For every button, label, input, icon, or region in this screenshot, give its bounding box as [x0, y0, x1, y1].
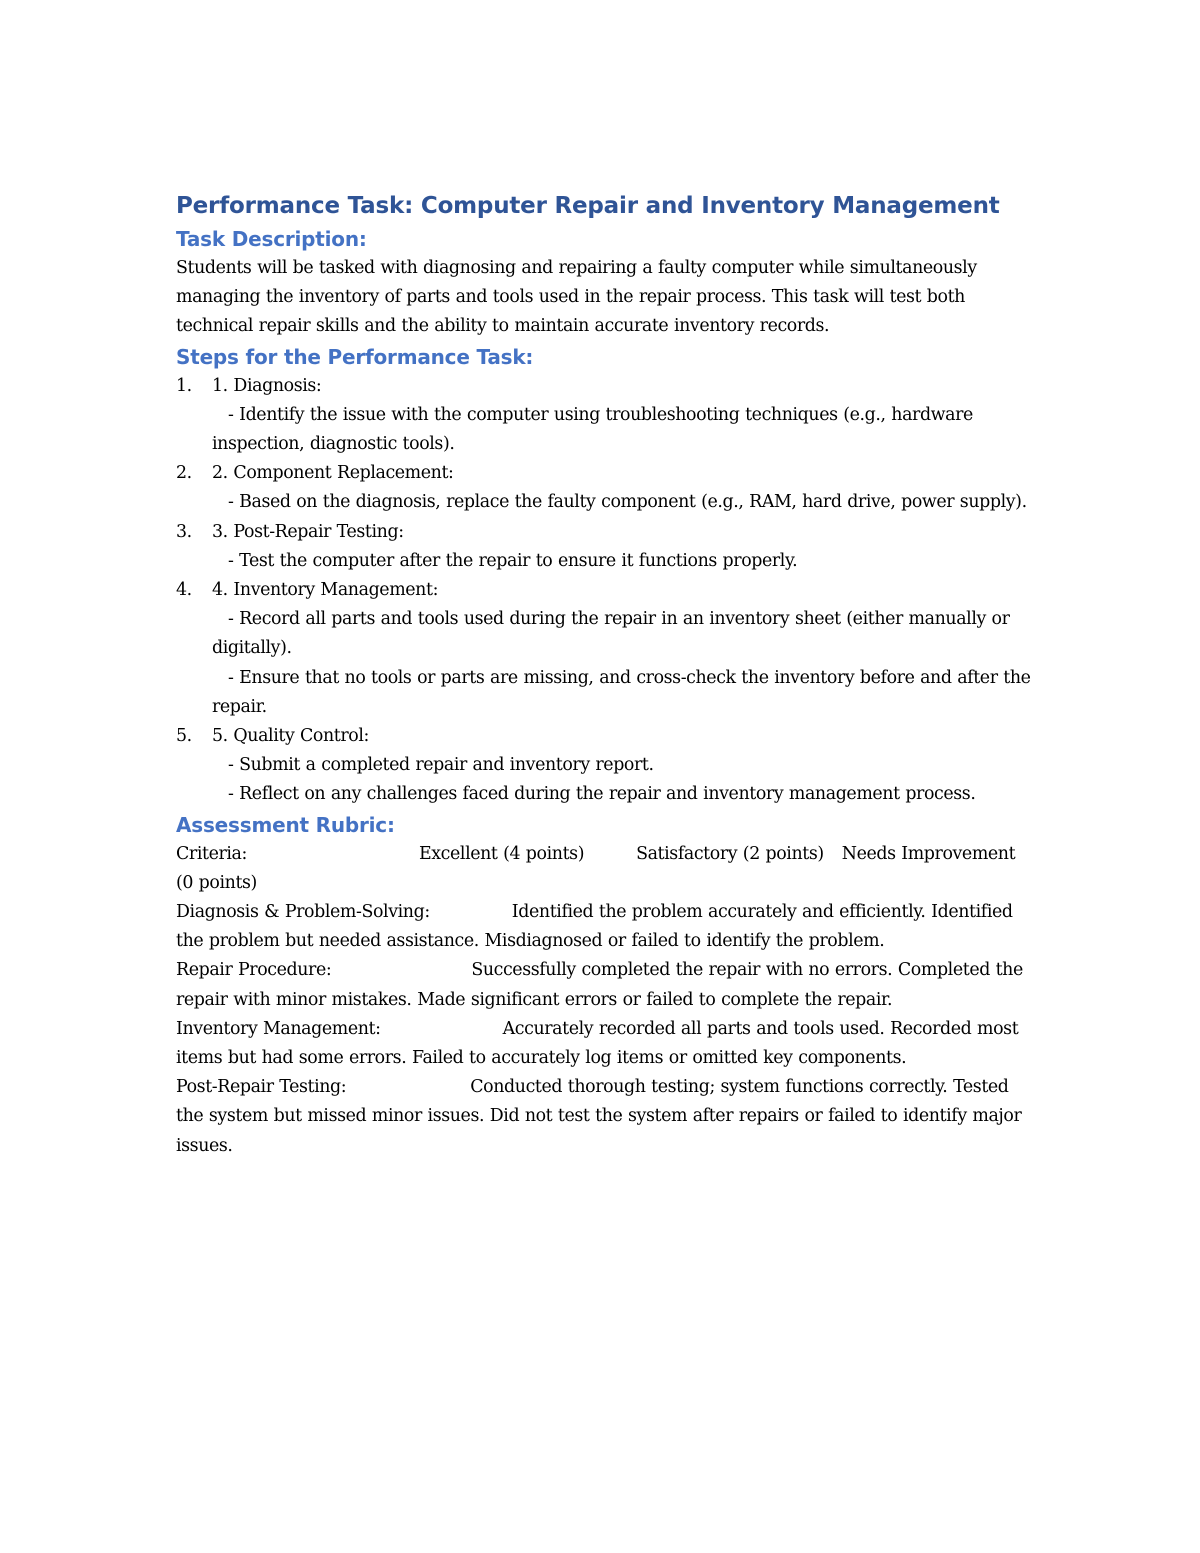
step-detail: - Submit a completed repair and inventory report.: [228, 755, 654, 776]
rubric-cell: Accurately recorded all parts and tools used.: [502, 1018, 885, 1039]
list-item: [176, 576, 1036, 722]
step-number: 5.: [176, 726, 192, 747]
rubric-header-cell: Needs Improvement (0 points): [176, 843, 1021, 893]
list-item: [176, 518, 1036, 576]
rubric-cell: Did not test the system after repairs or failed to identify major issues.: [176, 1106, 1028, 1156]
step-title: 4. Inventory Management:: [212, 580, 439, 601]
rubric-row: [176, 898, 1036, 956]
rubric-heading: Assessment Rubric:: [176, 812, 395, 837]
rubric-cell: Made significant errors or failed to complete the repair.: [417, 989, 893, 1010]
step-number: 1.: [176, 375, 192, 396]
step-title: 3. Post-Repair Testing:: [212, 521, 404, 542]
list-item: [176, 459, 1036, 517]
step-detail: - Ensure that no tools or parts are missing, and cross-check the inventory before and after the repair.: [212, 667, 1031, 717]
task-description-heading: Task Description:: [176, 227, 367, 251]
rubric-cell: Identified the problem but needed assistance.: [176, 902, 1019, 952]
step-number: 4.: [176, 580, 192, 601]
step-title: 2. Component Replacement:: [212, 463, 454, 484]
document-page: [176, 188, 1036, 1161]
list-item: [176, 722, 1036, 810]
rubric-cell: Recorded most items but had some errors.: [176, 1018, 1024, 1069]
steps-list: [176, 372, 1036, 810]
rubric-header-row: [176, 840, 1036, 898]
step-detail: - Reflect on any challenges faced during the repair and inventory management process.: [228, 784, 976, 805]
rubric-criteria-cell: Post-Repair Testing:: [176, 1077, 347, 1098]
rubric-cell: Conducted thorough testing; system functions correctly.: [470, 1077, 948, 1098]
rubric-header-cell: Excellent (4 points): [418, 843, 585, 864]
rubric-cell: Misdiagnosed or failed to identify the problem.: [484, 931, 885, 952]
rubric-header-cell: Satisfactory (2 points): [636, 843, 824, 864]
rubric-criteria-cell: Inventory Management:: [176, 1018, 381, 1039]
rubric-cell: Identified the problem accurately and efficiently.: [511, 902, 926, 923]
rubric-row: [176, 1015, 1036, 1073]
list-item: [176, 372, 1036, 460]
document-title: Performance Task: Computer Repair and Inventory Management: [176, 193, 1000, 219]
rubric-row: [176, 1073, 1036, 1161]
steps-heading: Steps for the Performance Task:: [176, 344, 534, 369]
step-number: 2.: [176, 463, 192, 484]
step-detail: - Record all parts and tools used during the repair in an inventory sheet (either manually or digitally).: [212, 609, 1010, 659]
step-detail: - Test the computer after the repair to ensure it functions properly.: [228, 550, 798, 571]
rubric-cell: Successfully completed the repair with no errors.: [471, 960, 893, 981]
step-detail: - Identify the issue with the computer using troubleshooting techniques (e.g., hardware inspection, diagnostic tools).: [212, 404, 973, 455]
rubric-row: [176, 956, 1036, 1014]
rubric-cell: Failed to accurately log items or omitted key components.: [411, 1048, 907, 1069]
task-description-text: Students will be tasked with diagnosing and repairing a faulty computer while simultaneously managing the inventory of parts and tools used in the repair process. This task will test both technical repair skills and the ability to maintain accurate inventory records.: [176, 258, 977, 337]
rubric-header-cell: Criteria:: [176, 843, 247, 864]
rubric-cell: Completed the repair with minor mistakes.: [176, 960, 1029, 1010]
step-title: 1. Diagnosis:: [212, 375, 322, 396]
rubric-criteria-cell: Diagnosis & Problem-Solving:: [176, 902, 430, 923]
rubric-cell: Tested the system but missed minor issues.: [176, 1077, 1015, 1127]
step-title: 5. Quality Control:: [212, 726, 369, 747]
step-detail: - Based on the diagnosis, replace the faulty component (e.g., RAM, hard drive, power supply).: [228, 492, 1027, 513]
rubric-criteria-cell: Repair Procedure:: [176, 960, 332, 981]
step-number: 3.: [176, 521, 192, 542]
